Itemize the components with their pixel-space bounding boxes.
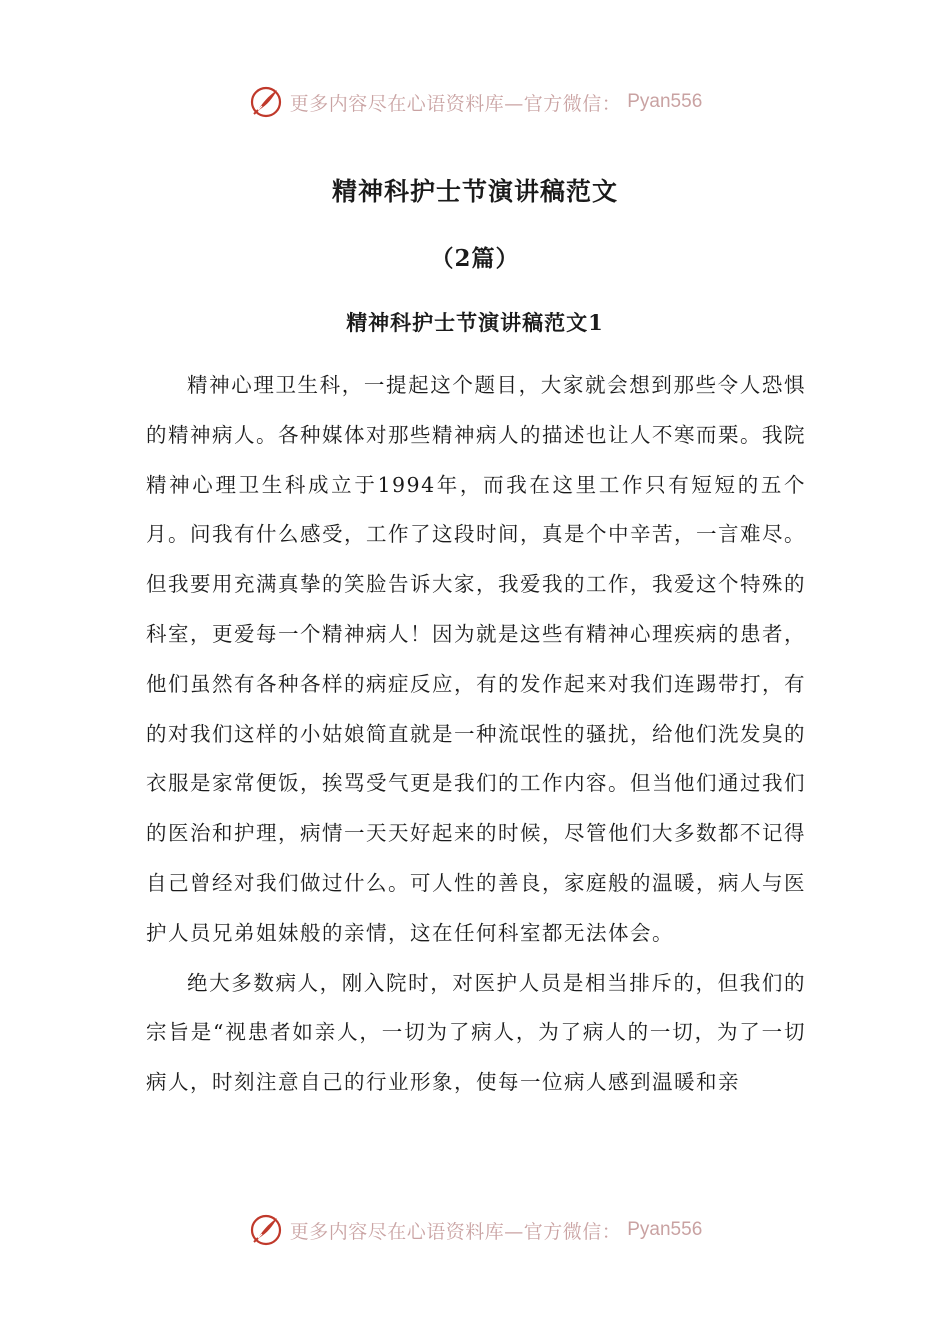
banner-wechat-id: Pyan556	[627, 1219, 703, 1240]
document-subtitle: （2篇）	[430, 245, 520, 272]
header-banner	[0, 82, 950, 122]
feather-pen-logo-icon	[248, 1212, 284, 1248]
feather-pen-logo-icon	[248, 84, 284, 120]
paragraph: 精神心理卫生科，一提起这个题目，大家就会想到那些令人恐惧的精神病人。各种媒体对那些精神病人的描述也让人不寒而栗。我院精神心理卫生科成立于1994年，而我在这里工作只有短短的五个月。问我有什么感受，工作了这段时间，真是个中辛苦，一言难尽。但我要用充满真挚的笑脸告诉大家，我爱我的工作，我爱这个特殊的科室，更爱每一个精神病人！因为就是这些有精神心理疾病的患者，他们虽然有各种各样的病症反应，有的发作起来对我们连踢带打，有的对我们这样的小姑娘简直就是一种流氓性的骚扰，给他们洗发臭的衣服是家常便饭，挨骂受气更是我们的工作内容。但当他们通过我们的医治和护理，病情一天天好起来的时候，尽管他们大多数都不记得自己曾经对我们做过什么。可人性的善良，家庭般的温暖，病人与医护人员兄弟姐妹般的亲情，这在任何科室都无法体会。	[146, 373, 806, 945]
footer-banner	[0, 1210, 950, 1250]
banner-text: 更多内容尽在心语资料库—官方微信：	[289, 92, 622, 115]
document-title: 精神科护士节演讲稿范文	[331, 177, 618, 206]
banner-wechat-id: Pyan556	[627, 91, 703, 112]
paragraph: 绝大多数病人，刚入院时，对医护人员是相当排斥的，但我们的宗旨是“视患者如亲人，一切为了病人，为了病人的一切，为了一切病人，时刻注意自己的行业形象，使每一位病人感到温暖和亲	[146, 970, 806, 1095]
banner-text: 更多内容尽在心语资料库—官方微信：	[289, 1220, 622, 1243]
section-title: 精神科护士节演讲稿范文1	[346, 310, 604, 335]
body-text	[146, 361, 806, 1108]
